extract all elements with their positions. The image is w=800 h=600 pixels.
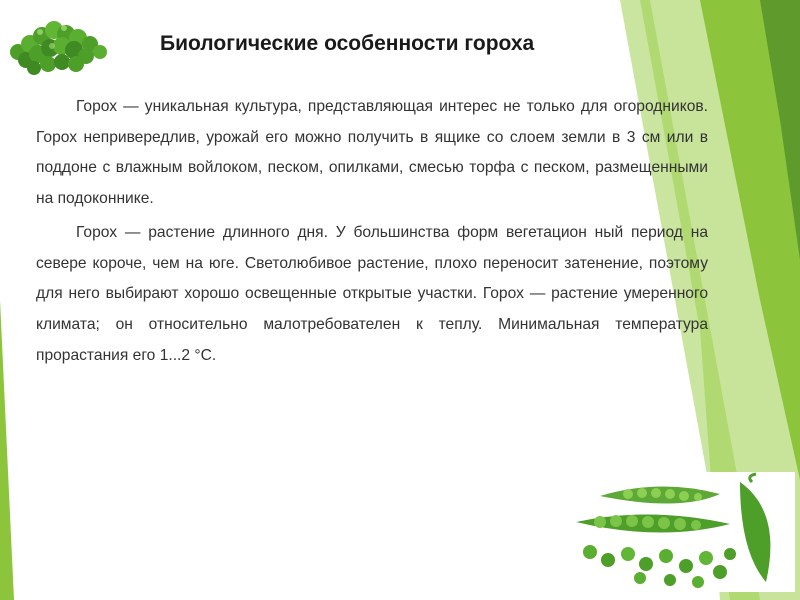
pea [10, 21, 107, 75]
paragraph-1: Горох — уникальная культура, представляющая интерес не только для огородников. Горох непривередлив, урожай его можно получить в ящике со слоем земли в 3 см или в поддоне с влажным войлоком, песком, опилками, смесью торфа с песком, размещенными на подоконнике. [36, 98, 708, 208]
slide-title: Биологические особенности гороха [160, 32, 535, 55]
left-strip [0, 300, 14, 600]
green-peas-pile-image [4, 12, 114, 78]
body-text [36, 92, 708, 371]
pea-pods-image [570, 472, 795, 592]
paragraph-2: Горох — растение длинного дня. У большинства форм вегетацион ный период на севере короче, чем на юге. Светолюбивое растение, плохо переносит затенение, поэтому для него выбирают хорошо освещенные открытые участки. Горох — растение умеренного климата; он относительно малотребователен к теплу. Минимальная температура прорастания его 1...2 °С. [36, 223, 708, 364]
